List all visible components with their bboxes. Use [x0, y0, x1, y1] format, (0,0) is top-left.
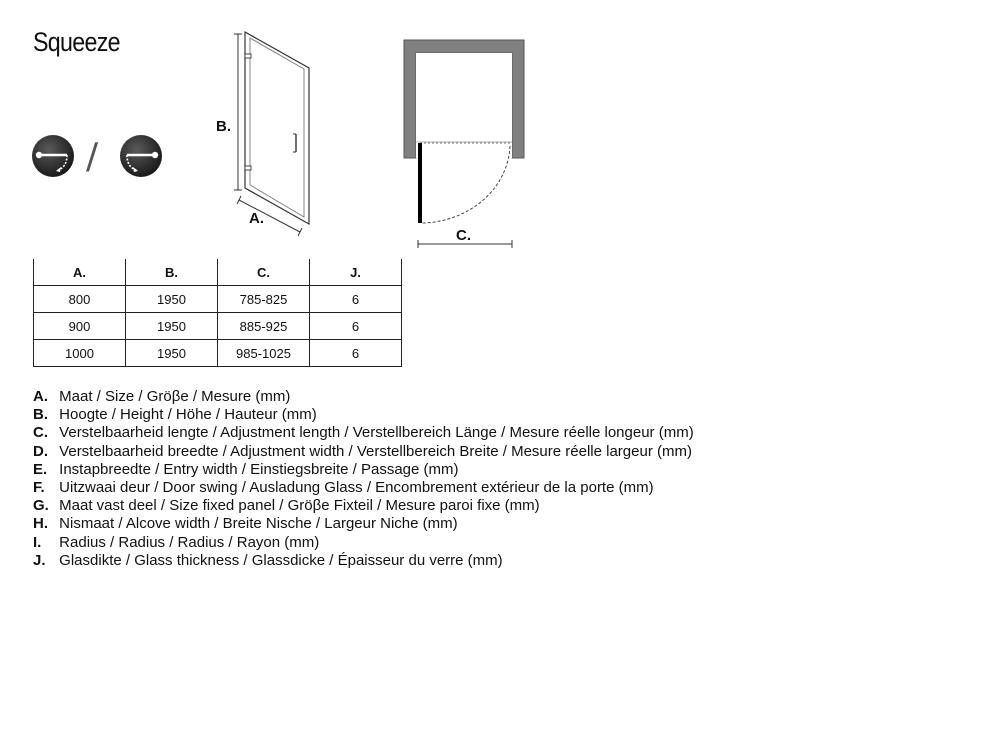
legend-item: [33, 497, 694, 515]
legend-item: [33, 388, 694, 406]
table-row: [34, 286, 402, 313]
table-cell: 785-825: [218, 286, 310, 313]
table-header-cell: A.: [34, 259, 126, 286]
legend-item: [33, 534, 694, 552]
table-cell: 6: [310, 286, 402, 313]
width-dimension-label: A.: [249, 210, 264, 227]
table-cell: 1000: [34, 340, 126, 367]
plan-width-dimension-label: C.: [456, 227, 471, 244]
legend-item: [33, 515, 694, 533]
specs-table: [33, 259, 402, 367]
legend-item: [33, 443, 694, 461]
table-cell: 985-1025: [218, 340, 310, 367]
legend-text: Nismaat / Alcove width / Breite Nische / Largeur Niche (mm): [59, 515, 458, 533]
table-row: [34, 340, 402, 367]
legend-key: H.: [33, 515, 48, 533]
legend-key: A.: [33, 388, 48, 405]
legend-text: Uitzwaai deur / Door swing / Ausladung Glass / Encombrement extérieur de la porte (mm): [59, 479, 654, 497]
table-row: [34, 313, 402, 340]
legend-key: F.: [33, 479, 45, 497]
table-cell: 900: [34, 313, 126, 340]
table-header-cell: J.: [310, 259, 402, 286]
product-title: Squeeze: [33, 27, 120, 57]
dimension-legend: [33, 388, 694, 570]
legend-text: Maat vast deel / Size fixed panel / Gröβe Fixteil / Mesure paroi fixe (mm): [59, 497, 540, 515]
legend-key: C.: [33, 424, 48, 442]
legend-item: [33, 479, 694, 497]
table-cell: 885-925: [218, 313, 310, 340]
legend-text: Instapbreedte / Entry width / Einstiegsbreite / Passage (mm): [59, 460, 459, 478]
legend-key: D.: [33, 442, 48, 460]
separator: /: [86, 136, 99, 177]
legend-text: Verstelbaarheid breedte / Adjustment width / Verstellbereich Breite / Mesure réelle largeur (mm): [59, 442, 692, 460]
legend-key: G.: [33, 497, 49, 515]
height-dimension-label: B.: [216, 118, 231, 135]
legend-item: [33, 424, 694, 442]
table-header-cell: B.: [126, 259, 218, 286]
table-header-cell: C.: [218, 259, 310, 286]
table-cell: 1950: [126, 340, 218, 367]
plan-view-diagram: [398, 36, 528, 251]
table-cell: 1950: [126, 313, 218, 340]
table-cell: 800: [34, 286, 126, 313]
legend-text: Hoogte / Height / Höhe / Hauteur (mm): [59, 406, 317, 424]
legend-item: [33, 461, 694, 479]
legend-text: Radius / Radius / Radius / Rayon (mm): [59, 533, 320, 551]
legend-text: Glasdikte / Glass thickness / Glassdicke / Épaisseur du verre (mm): [59, 551, 503, 569]
legend-text: Verstelbaarheid lengte / Adjustment length / Verstellbereich Länge / Mesure réelle longeur (mm): [59, 424, 694, 442]
legend-key: I.: [33, 533, 42, 551]
legend-text: Maat / Size / Gröβe / Mesure (mm): [59, 388, 291, 405]
table-cell: 6: [310, 340, 402, 367]
table-cell: 1950: [126, 286, 218, 313]
legend-key: B.: [33, 406, 48, 424]
table-cell: 6: [310, 313, 402, 340]
legend-item: [33, 406, 694, 424]
door-hinge-right-icon: [119, 134, 163, 178]
table-header-row: [34, 259, 402, 286]
legend-item: [33, 552, 694, 570]
door-hinge-left-icon: [31, 134, 75, 178]
legend-key: J.: [33, 551, 46, 569]
legend-key: E.: [33, 460, 48, 478]
